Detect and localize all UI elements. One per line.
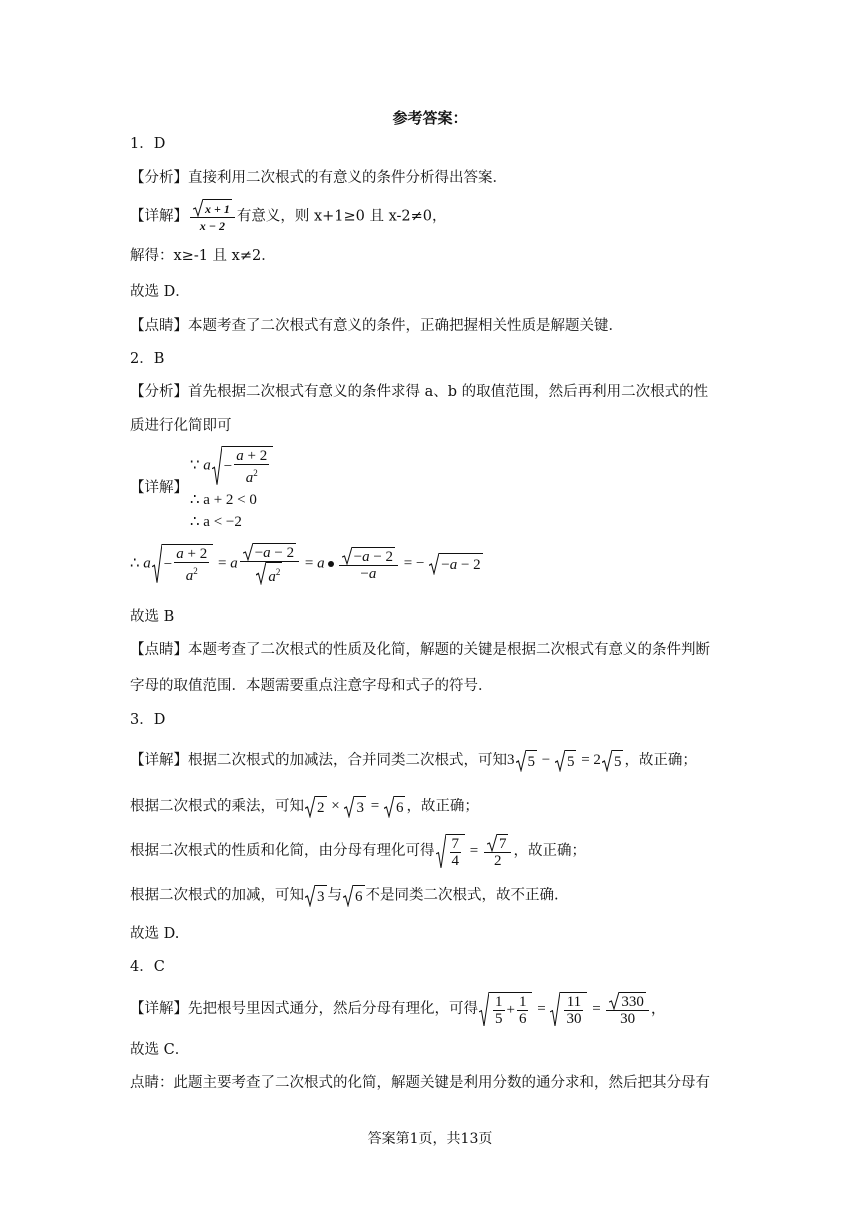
q3-line3: 根据二次根式的性质和化简，由分母有理化可得 $\frac{7}{4}$ = $\frac{7}{2}$ ，故正确； xyxy=(130,836,586,869)
q1-detail: 【详解】 $\frac{x + 1}{x - 2}$ 有意义，则 x+1≥0 且 x-2≠0， xyxy=(130,199,447,234)
q2-number: 2．B xyxy=(130,351,165,367)
q2-step2: ∴ a + 2 < 0 xyxy=(190,492,257,508)
q1-fraction: $\frac{x + 1}{x - 2}$ xyxy=(190,199,235,234)
q3-choose: 故选 D. xyxy=(130,926,180,942)
q2-choose: 故选 B xyxy=(130,609,175,625)
q4-comment: 点睛：此题主要考查了二次根式的化简，解题关键是利用分数的通分求和，然后把其分母有 xyxy=(130,1075,710,1091)
detail-tag: 【详解】 xyxy=(130,208,188,225)
q1-comment: 【点睛】本题考查了二次根式有意义的条件，正确把握相关性质是解题关键． xyxy=(130,318,623,334)
q3-line4: 根据二次根式的加减，可知 3 与 6 不是同类二次根式，故不正确. xyxy=(130,885,559,907)
q3-line1: 【详解】根据二次根式的加减法，合并同类二次根式，可知3 5 − 5 = 2 5 ，故正确； xyxy=(130,750,697,772)
q3-number: 3．D xyxy=(130,712,166,728)
q1-solve: 解得：x≥-1 且 x≠2． xyxy=(130,248,276,264)
q4-number: 4．C xyxy=(130,959,165,975)
comment-tag: 【点睛】 xyxy=(130,318,188,334)
analysis-tag: 【分析】 xyxy=(130,170,188,186)
q1-choose: 故选 D． xyxy=(130,284,190,300)
q2-analysis-line2: 质进行化简即可 xyxy=(130,418,232,434)
q4-line1: 【详解】先把根号里因式通分，然后分母有理化，可得 $\frac{1}{5}$ + $\frac{1}{6}$ = $\frac{11}{30}$ = $\frac{330}{30}$ ， xyxy=(130,992,666,1027)
q2-comment-line2: 字母的取值范围．本题需要重点注意字母和式子的符号． xyxy=(130,678,493,694)
q1-analysis: 【分析】直接利用二次根式的有意义的条件分析得出答案． xyxy=(130,170,507,186)
q2-analysis-line1: 【分析】首先根据二次根式有意义的条件求得 a、b 的取值范围，然后再利用二次根式的性 xyxy=(130,384,709,400)
q2-detail-tag: 【详解】 xyxy=(130,480,188,496)
q3-line2: 根据二次根式的乘法，可知 2 × 3 = 6 ，故正确； xyxy=(130,796,479,818)
q4-choose: 故选 C． xyxy=(130,1042,190,1058)
q1-number: 1．D xyxy=(130,136,166,152)
q2-step3: ∴ a < −2 xyxy=(190,514,242,530)
q2-comment-line1: 【点睛】本题考查了二次根式的性质及化简，解题的关键是根据二次根式有意义的条件判断 xyxy=(130,642,710,658)
q2-simplify: ∴ a − $\frac{a + 2}{a^2}$ = a $\frac{-a - 2}{a^2}$ = a $\frac{-a - 2}{-a}$ = − −a − 2 xyxy=(130,545,481,585)
page-footer: 答案第1页，共13页 xyxy=(367,1131,493,1147)
q2-step1: ∵ a − $\frac{a + 2}{a^2}$ xyxy=(190,446,274,486)
page-title: 参考答案： xyxy=(392,109,468,127)
